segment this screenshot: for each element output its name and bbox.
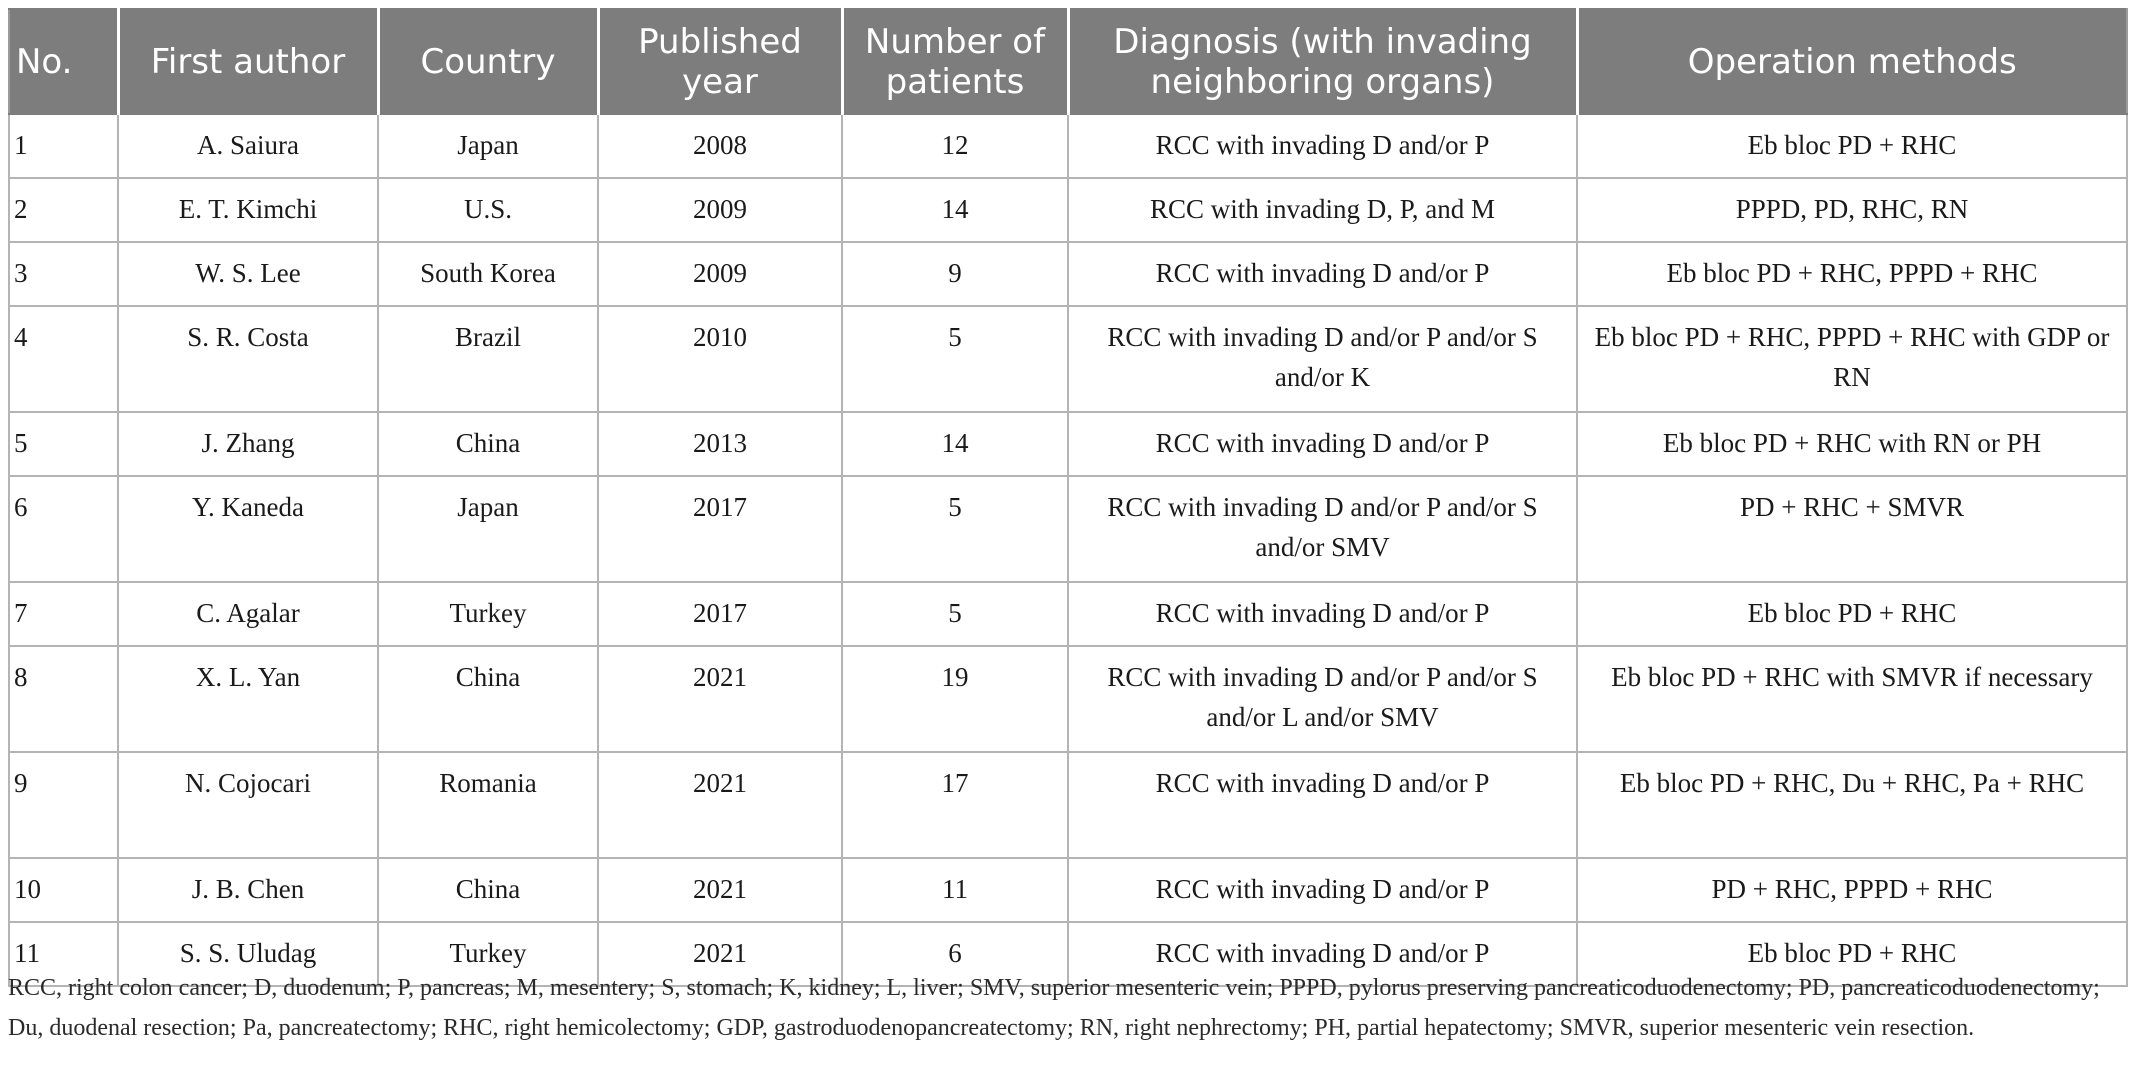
cell-year: 2008 <box>598 114 842 178</box>
cell-author: E. T. Kimchi <box>118 178 378 242</box>
cell-author: J. Zhang <box>118 412 378 476</box>
cell-methods: PD + RHC + SMVR <box>1577 476 2127 582</box>
cell-diagnosis: RCC with invading D, P, and M <box>1068 178 1577 242</box>
table-row <box>9 582 2127 646</box>
cell-patients: 5 <box>842 582 1068 646</box>
cell-diagnosis: RCC with invading D and/or P <box>1068 242 1577 306</box>
cell-patients: 12 <box>842 114 1068 178</box>
table-row <box>9 242 2127 306</box>
cell-country: Romania <box>378 752 598 858</box>
cell-methods: Eb bloc PD + RHC <box>1577 582 2127 646</box>
cell-no: 2 <box>9 178 118 242</box>
cell-methods: Eb bloc PD + RHC, Du + RHC, Pa + RHC <box>1577 752 2127 858</box>
cell-patients: 9 <box>842 242 1068 306</box>
cell-methods: Eb bloc PD + RHC <box>1577 922 2127 986</box>
table-body <box>9 114 2127 986</box>
cell-country: China <box>378 412 598 476</box>
cell-patients: 5 <box>842 306 1068 412</box>
cell-diagnosis: RCC with invading D and/or P <box>1068 582 1577 646</box>
studies-table-container <box>8 8 2126 987</box>
cell-diagnosis: RCC with invading D and/or P <box>1068 922 1577 986</box>
cell-patients: 11 <box>842 858 1068 922</box>
cell-country: Japan <box>378 476 598 582</box>
cell-diagnosis: RCC with invading D and/or P <box>1068 858 1577 922</box>
header-first-author: First author <box>118 9 378 114</box>
cell-country: Turkey <box>378 922 598 986</box>
cell-no: 8 <box>9 646 118 752</box>
cell-country: U.S. <box>378 178 598 242</box>
table-row <box>9 752 2127 858</box>
header-number-of-patients: Number of patients <box>842 9 1068 114</box>
cell-diagnosis: RCC with invading D and/or P <box>1068 114 1577 178</box>
cell-no: 5 <box>9 412 118 476</box>
cell-author: N. Cojocari <box>118 752 378 858</box>
cell-country: Brazil <box>378 306 598 412</box>
cell-no: 10 <box>9 858 118 922</box>
cell-no: 4 <box>9 306 118 412</box>
table-header <box>9 9 2127 114</box>
cell-country: Japan <box>378 114 598 178</box>
cell-patients: 5 <box>842 476 1068 582</box>
cell-diagnosis: RCC with invading D and/or P and/or S and/or K <box>1068 306 1577 412</box>
cell-year: 2009 <box>598 178 842 242</box>
table-row <box>9 858 2127 922</box>
table-row <box>9 476 2127 582</box>
table-row <box>9 306 2127 412</box>
cell-author: J. B. Chen <box>118 858 378 922</box>
cell-methods: PPPD, PD, RHC, RN <box>1577 178 2127 242</box>
cell-patients: 14 <box>842 412 1068 476</box>
cell-methods: PD + RHC, PPPD + RHC <box>1577 858 2127 922</box>
header-operation-methods: Operation methods <box>1577 9 2127 114</box>
studies-table <box>8 8 2128 987</box>
cell-author: S. R. Costa <box>118 306 378 412</box>
table-row <box>9 114 2127 178</box>
cell-author: S. S. Uludag <box>118 922 378 986</box>
cell-no: 9 <box>9 752 118 858</box>
table-row <box>9 646 2127 752</box>
header-row <box>9 9 2127 114</box>
table-row <box>9 412 2127 476</box>
cell-country: Turkey <box>378 582 598 646</box>
cell-author: Y. Kaneda <box>118 476 378 582</box>
header-published-year: Published year <box>598 9 842 114</box>
cell-year: 2017 <box>598 476 842 582</box>
cell-author: A. Saiura <box>118 114 378 178</box>
cell-patients: 17 <box>842 752 1068 858</box>
cell-author: C. Agalar <box>118 582 378 646</box>
cell-year: 2021 <box>598 858 842 922</box>
cell-diagnosis: RCC with invading D and/or P and/or S and/or L and/or SMV <box>1068 646 1577 752</box>
cell-diagnosis: RCC with invading D and/or P <box>1068 752 1577 858</box>
cell-no: 3 <box>9 242 118 306</box>
cell-country: China <box>378 858 598 922</box>
cell-methods: Eb bloc PD + RHC with SMVR if necessary <box>1577 646 2127 752</box>
cell-patients: 6 <box>842 922 1068 986</box>
cell-year: 2009 <box>598 242 842 306</box>
cell-country: South Korea <box>378 242 598 306</box>
header-no: No. <box>9 9 118 114</box>
header-diagnosis: Diagnosis (with invading neighboring organs) <box>1068 9 1577 114</box>
cell-methods: Eb bloc PD + RHC, PPPD + RHC with GDP or RN <box>1577 306 2127 412</box>
table-footnote: RCC, right colon cancer; D, duodenum; P, pancreas; M, mesentery; S, stomach; K, kidney; L, liver; SMV, superior mesenteric vein; PPPD, pylorus preserving pancreaticoduodenectomy; PD, pancreaticoduodenectomy; Du, duodenal resection; Pa, pancreatectomy; RHC, right hemicolectomy; GDP, gastroduodenopancreatectomy; RN, right nephrectomy; PH, partial hepatectomy; SMVR, superior mesenteric vein resection. <box>8 975 2100 1041</box>
cell-diagnosis: RCC with invading D and/or P <box>1068 412 1577 476</box>
cell-methods: Eb bloc PD + RHC with RN or PH <box>1577 412 2127 476</box>
cell-year: 2010 <box>598 306 842 412</box>
header-country: Country <box>378 9 598 114</box>
cell-year: 2021 <box>598 922 842 986</box>
cell-author: W. S. Lee <box>118 242 378 306</box>
cell-no: 6 <box>9 476 118 582</box>
cell-year: 2013 <box>598 412 842 476</box>
table-row <box>9 178 2127 242</box>
cell-no: 7 <box>9 582 118 646</box>
cell-diagnosis: RCC with invading D and/or P and/or S and/or SMV <box>1068 476 1577 582</box>
cell-country: China <box>378 646 598 752</box>
cell-no: 11 <box>9 922 118 986</box>
cell-year: 2021 <box>598 752 842 858</box>
cell-no: 1 <box>9 114 118 178</box>
cell-author: X. L. Yan <box>118 646 378 752</box>
cell-patients: 19 <box>842 646 1068 752</box>
cell-methods: Eb bloc PD + RHC <box>1577 114 2127 178</box>
cell-year: 2021 <box>598 646 842 752</box>
cell-methods: Eb bloc PD + RHC, PPPD + RHC <box>1577 242 2127 306</box>
cell-year: 2017 <box>598 582 842 646</box>
cell-patients: 14 <box>842 178 1068 242</box>
